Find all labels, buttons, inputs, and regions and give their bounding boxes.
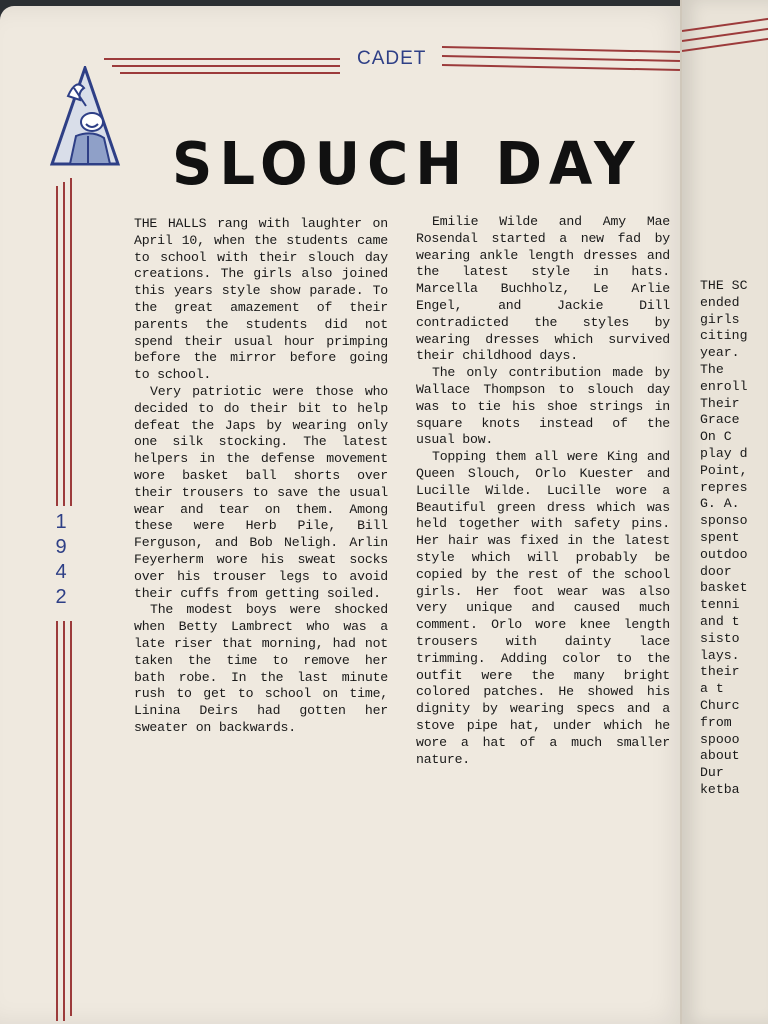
paragraph: The only contribution made by Wallace Thompson to slouch day was to tie his shoe strings in square knots instead of the usual bow. [416, 365, 670, 448]
right-page [680, 0, 768, 1024]
next-page-line: Dur [700, 765, 724, 781]
header-rule [120, 72, 340, 74]
paragraph: The modest boys were shocked when Betty Lambrect who was a late riser that morning, had not taken the time to remove her bath robe. In the last minute rush to get to school on time, Linina Deirs had gotten her sweater on backwards. [134, 602, 388, 735]
next-page-line: girls [700, 311, 740, 327]
margin-rule [63, 621, 65, 1021]
next-page-line: Point, [700, 462, 748, 478]
header-rule [104, 58, 340, 60]
next-page-line: The [700, 361, 724, 377]
next-page-line: about [700, 748, 740, 764]
article-column-1 [134, 216, 388, 737]
next-page-line: repres [700, 479, 748, 495]
article-title: SLOUCH DAY [172, 130, 642, 199]
next-page-line: year. [700, 345, 740, 361]
next-page-line: THE SC [700, 278, 748, 293]
next-page-line: sisto [700, 630, 740, 646]
header-rule [442, 55, 680, 62]
margin-rule [63, 182, 65, 506]
next-page-line: their [700, 664, 740, 680]
next-page-line: Grace [700, 412, 740, 428]
article-column-2 [416, 214, 670, 768]
next-page-line: from [700, 714, 732, 730]
next-page-line: a t [700, 681, 724, 697]
left-page [0, 6, 692, 1024]
next-page-line: tenni [700, 597, 740, 613]
next-page-line: sponso [700, 513, 748, 529]
year-vertical [50, 511, 72, 611]
paragraph: Topping them all were King and Queen Slouch, Orlo Kuester and Lucille Wilde. Lucille wore a Beautiful green dress which was held together with safety pins. Her hair was fixed in the latest style which will probably be copied by the rest of the school girls. Her foot wear was also very unique and caused much comment. Orlo wore knee length trousers with dainty lace trimming. Adding color to the outfit were the many bright colored patches. He showed his dignity by wearing specs and a stove pipe hat, under which he wore a hat of a much smaller nature. [416, 449, 670, 767]
margin-rule [56, 186, 58, 506]
next-page-line: citing [700, 328, 748, 344]
next-page-line: On C [700, 429, 732, 445]
next-page-line: door [700, 563, 732, 579]
next-page-line: outdoo [700, 546, 748, 562]
margin-rule [56, 621, 58, 1021]
paragraph: Very patriotic were those who decided to do their bit to help defeat the Japs by wearing only one silk stocking. The latest helpers in the defense movement wore basket ball shorts over their trousers to save the usual wear and tear on them. Among these were Herb Pile, Bill Ferguson, and Bob Neligh. Arlin Feyerherm wore his sweat socks over his trouser legs to avoid their cuffs from getting soiled. [134, 383, 388, 601]
header-rule [442, 64, 680, 71]
next-page-line: lays. [700, 647, 740, 663]
next-page-line: enroll [700, 378, 748, 394]
next-page-column [700, 278, 768, 799]
year-digit: 2 [50, 586, 72, 611]
next-page-line: Their [700, 395, 740, 411]
next-page-line: spooo [700, 731, 740, 747]
header-rule [112, 65, 340, 67]
next-page-line: basket [700, 580, 748, 596]
paragraph: Emilie Wilde and Amy Mae Rosendal started a new fad by wearing ankle length dresses and the latest style in hats. Marcella Buchholz, Le Arlie Engel, and Jackie Dill contradicted the styles by wearing dresses which survived their childhood days. [416, 214, 670, 364]
next-page-line: play d [700, 445, 748, 461]
year-digit: 4 [50, 561, 72, 586]
next-page-line: G. A. [700, 496, 740, 512]
year-digit: 1 [50, 511, 72, 536]
magazine-name: CADET [357, 48, 427, 69]
header-rule [442, 46, 680, 53]
next-page-line: ended [700, 294, 740, 310]
year-digit: 9 [50, 536, 72, 561]
next-page-line: ketba [700, 781, 740, 797]
margin-rule [70, 621, 72, 1016]
cadet-mascot-logo [48, 66, 122, 170]
next-page-line: Churc [700, 697, 740, 713]
next-page-line: and t [700, 613, 740, 629]
margin-rule [70, 178, 72, 506]
next-page-line: spent [700, 529, 740, 545]
paragraph: THE HALLS rang with laughter on April 10, when the students came to school with their slouch day creations. The girls also joined this years style show parade. To the great amazement of their parents the students did not spend their usual hour primping before the mirror before going to school. [134, 216, 388, 383]
